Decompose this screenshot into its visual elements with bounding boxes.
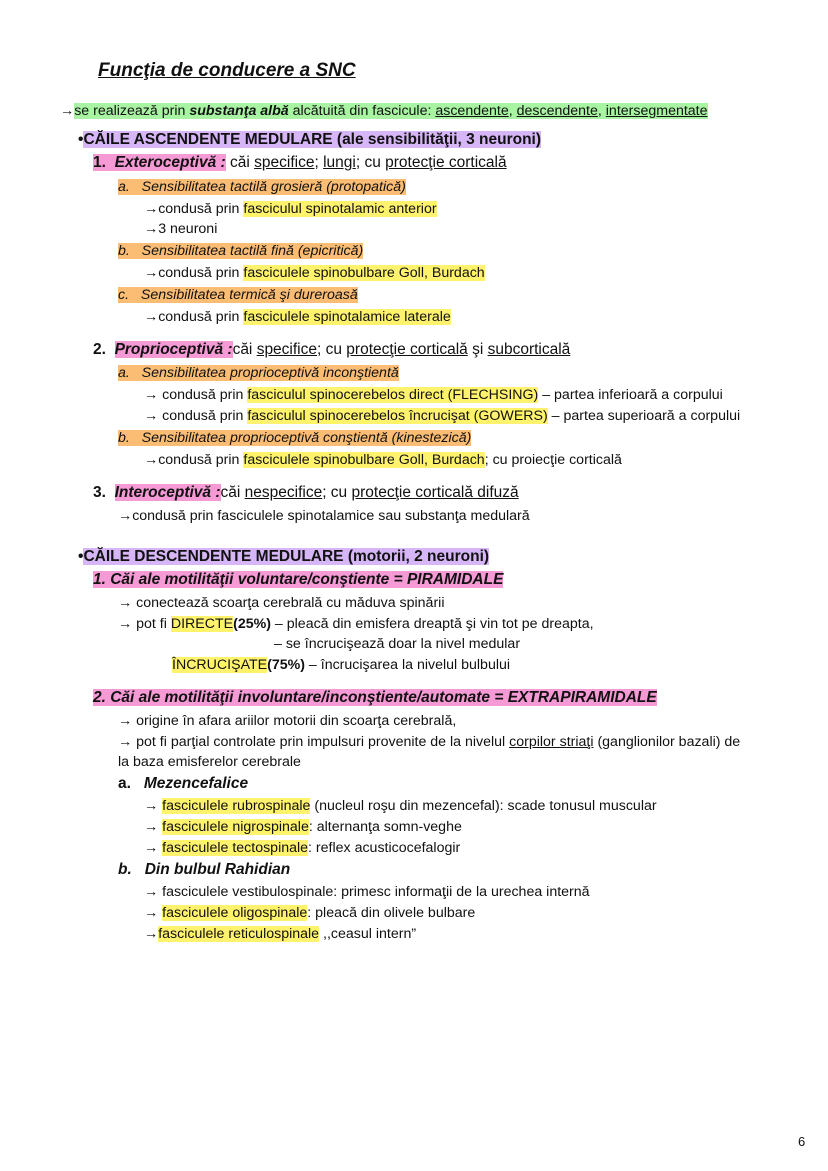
- intro-text: se realizează prin: [74, 103, 190, 119]
- text: ;: [314, 154, 324, 171]
- text: căi: [225, 154, 255, 171]
- highlight: fasciculele spinobulbare Goll, Burdach: [243, 265, 485, 281]
- detail-line: → fasciculele vestibulospinale: primesc informaţii de la urechea internă: [144, 884, 590, 900]
- detail-line: [118, 614, 594, 634]
- underlined-text: nespecifice: [244, 484, 323, 501]
- text: : alternanţa somn-veghe: [308, 819, 462, 835]
- subitem-text: Sensibilitatea termică şi dureroasă: [140, 287, 358, 303]
- subitem-text: Sensibilitatea tactilă grosieră (protopatică): [141, 179, 406, 195]
- subitem-text: Mezencefalice: [143, 775, 249, 792]
- item-proprioceptiva: [93, 340, 570, 360]
- text: căi: [220, 484, 245, 501]
- subitem-heading: [118, 179, 406, 195]
- highlight: fasciculele reticulospinale: [158, 926, 320, 942]
- percentage: (75%): [267, 657, 305, 673]
- text: – încrucişarea la nivelul bulbului: [304, 657, 511, 673]
- text: ; cu: [322, 484, 352, 501]
- text: ,,ceasul intern”: [319, 926, 417, 942]
- term-descendente: descendente: [516, 103, 598, 119]
- subitem-text: Din bulbul Rahidian: [144, 861, 291, 878]
- text: → condusă prin: [144, 408, 248, 424]
- subitem-heading: [118, 430, 471, 446]
- text: ; cu proiecţie corticală: [484, 452, 622, 468]
- item-number: 2.: [93, 341, 106, 358]
- text: ; cu: [317, 341, 347, 358]
- detail-line: [144, 406, 740, 426]
- arrow: →: [144, 905, 163, 921]
- text: ; cu: [355, 154, 386, 171]
- intro-text-mid: alcătuită din fascicule:: [288, 103, 436, 119]
- detail-line: [144, 796, 657, 816]
- text: → pot fi: [118, 616, 171, 632]
- detail-line: [118, 732, 740, 752]
- letter: b.: [118, 861, 132, 878]
- section-descending: [78, 547, 489, 567]
- text: → pot fi parţial controlate prin impulsuri provenite de la nivelul: [118, 734, 510, 750]
- term-ascendente: ascendente: [435, 103, 509, 119]
- underlined-text: protecţie corticală difuză: [351, 484, 519, 501]
- term-intersegmentate: intersegmentate: [605, 103, 708, 119]
- highlight: fasciculele nigrospinale: [162, 819, 309, 835]
- detail-line: – se încrucişează doar la nivel medular: [274, 636, 521, 652]
- text: →condusă prin: [144, 452, 244, 468]
- text: → condusă prin: [144, 387, 248, 403]
- arrow: →: [144, 798, 163, 814]
- intro-bold: substanţa albă: [189, 103, 289, 119]
- detail-line: [144, 817, 462, 837]
- highlight: fasciculul spinocerebelos direct (FLECHSING): [247, 387, 539, 403]
- arrow: →: [144, 819, 163, 835]
- detail-line: [144, 199, 437, 219]
- section-heading-descending: CĂILE DESCENDENTE MEDULARE (motorii, 2 neuroni): [83, 548, 490, 565]
- comma: ,: [508, 103, 517, 119]
- subitem-b: [118, 241, 363, 261]
- highlight: DIRECTE: [170, 616, 234, 632]
- highlight: fasciculele spinobulbare Goll, Burdach: [243, 452, 485, 468]
- detail-line: →condusă prin fasciculele spinotalamice sau substanţa medulară: [118, 508, 530, 524]
- underlined-text: lungi: [323, 154, 356, 171]
- detail-line: la baza emisferelor cerebrale: [118, 754, 301, 770]
- item-number: 1.: [93, 154, 106, 171]
- detail-line: [144, 924, 416, 944]
- text: : pleacă din olivele bulbare: [307, 905, 476, 921]
- intro-highlight: [74, 103, 707, 119]
- highlight: fasciculele rubrospinale: [162, 798, 311, 814]
- detail-line: → origine în afara ariilor motorii din scoarţa cerebrală,: [118, 713, 457, 729]
- detail-line: [144, 450, 622, 470]
- bullet: •: [78, 131, 84, 148]
- subitem-heading: [118, 243, 363, 259]
- colon: :: [223, 341, 233, 358]
- item-name: Proprioceptivă: [114, 341, 224, 358]
- underlined-text: specifice: [254, 154, 315, 171]
- letter: a.: [118, 179, 130, 195]
- letter: a.: [118, 775, 131, 792]
- item-name: Interoceptivă: [114, 484, 212, 501]
- detail-line: [144, 307, 451, 327]
- text: (nucleul roşu din mezencefal): scade tonusul muscular: [310, 798, 657, 814]
- subitem-text: Sensibilitatea proprioceptivă conştientă (kinestezică): [141, 430, 472, 446]
- letter: b.: [118, 243, 130, 259]
- subitem-bulb: [118, 860, 290, 880]
- subitem-heading: [118, 287, 358, 303]
- underlined-text: protecţie corticală: [385, 154, 507, 171]
- subitem-pa: [118, 363, 399, 383]
- text: – partea superioară a corpului: [547, 408, 741, 424]
- bullet: •: [78, 548, 84, 565]
- text: (ganglionilor bazali) de: [593, 734, 741, 750]
- highlight: fasciculul spinocerebelos încrucişat (GOWERS): [247, 408, 548, 424]
- text: →condusă prin: [144, 265, 244, 281]
- item-exteroceptiva: [93, 153, 507, 173]
- letter: b.: [118, 430, 130, 446]
- text: – partea inferioară a corpului: [538, 387, 723, 403]
- text: căi: [232, 341, 257, 358]
- subitem-text: Sensibilitatea proprioceptivă inconştientă: [141, 365, 399, 381]
- arrow: →: [60, 103, 75, 119]
- page-number: 6: [798, 1134, 806, 1149]
- underlined-text: protecţie corticală: [346, 341, 468, 358]
- text: : reflex acusticocefalogir: [308, 840, 461, 856]
- item-interoceptiva: [93, 483, 519, 503]
- highlight: fasciculele spinotalamice laterale: [243, 309, 451, 325]
- highlight: fasciculele tectospinale: [162, 840, 309, 856]
- subitem-mezencefalice: [118, 774, 248, 794]
- section-heading-ascending: CĂILE ASCENDENTE MEDULARE (ale sensibilităţii, 3 neuroni): [83, 131, 542, 148]
- underlined-text: corpilor striaţi: [509, 734, 594, 750]
- underlined-text: specifice: [256, 341, 317, 358]
- percentage: (25%): [233, 616, 271, 632]
- detail-line: [144, 903, 475, 923]
- text: – pleacă din emisfera dreaptă şi vin tot pe dreapta,: [270, 616, 594, 632]
- item-name: Exteroceptivă: [114, 154, 217, 171]
- subitem-a: [118, 177, 406, 197]
- item-heading: [115, 341, 233, 358]
- item-heading: [93, 154, 226, 171]
- colon: :: [211, 484, 221, 501]
- item-heading: 1. Căi ale motilităţii voluntare/conştiente = PIRAMIDALE: [93, 571, 504, 588]
- highlight: ÎNCRUCIŞATE: [172, 657, 268, 673]
- comma: ,: [597, 103, 606, 119]
- colon: :: [216, 154, 226, 171]
- letter: c.: [118, 287, 130, 303]
- detail-line: [144, 263, 485, 283]
- subitem-heading: [118, 365, 399, 381]
- text: →condusă prin: [144, 309, 244, 325]
- item-piramidale: [93, 570, 503, 590]
- detail-line: [172, 655, 510, 675]
- arrow: →: [144, 840, 163, 856]
- text: →condusă prin: [144, 201, 244, 217]
- item-extrapiramidale: [93, 688, 657, 708]
- text: şi: [467, 341, 488, 358]
- highlight: fasciculele oligospinale: [162, 905, 308, 921]
- detail-line: →3 neuroni: [144, 221, 218, 237]
- subitem-text: Sensibilitatea tactilă fină (epicritică): [141, 243, 364, 259]
- intro-line: [60, 101, 708, 121]
- detail-line: [144, 385, 723, 405]
- detail-line: → conectează scoarţa cerebrală cu măduva spinării: [118, 595, 445, 611]
- page-title: Funcţia de conducere a SNC: [98, 60, 356, 81]
- highlight: fasciculul spinotalamic anterior: [243, 201, 437, 217]
- section-ascending: [78, 130, 541, 150]
- underlined-text: subcorticală: [487, 341, 571, 358]
- detail-line: [144, 838, 460, 858]
- subitem-c: [118, 285, 358, 305]
- item-heading: [115, 484, 221, 501]
- item-heading: 2. Căi ale motilităţii involuntare/inconştiente/automate = EXTRAPIRAMIDALE: [93, 689, 657, 706]
- item-number: 3.: [93, 484, 106, 501]
- arrow: →: [144, 926, 159, 942]
- letter: a.: [118, 365, 130, 381]
- subitem-pb: [118, 428, 471, 448]
